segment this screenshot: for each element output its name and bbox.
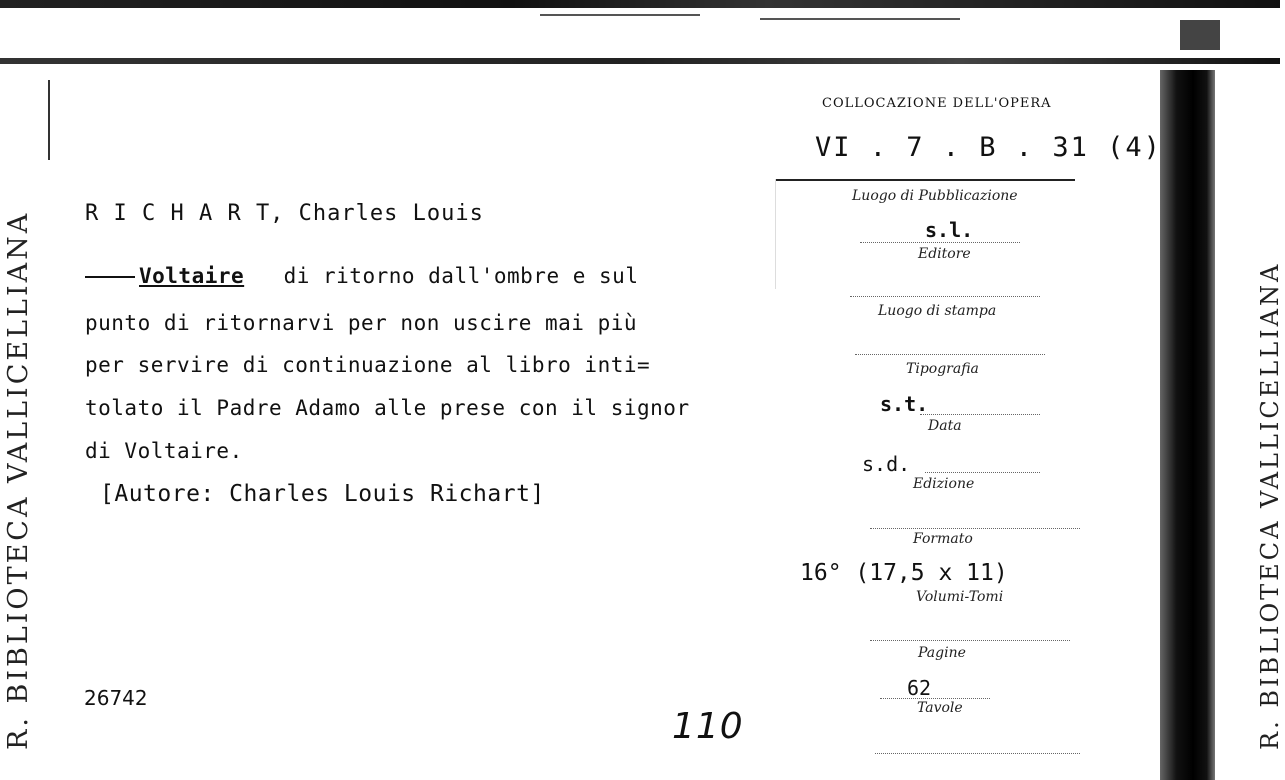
library-stamp-right: R. BIBLIOTECA VALLICELLIANA <box>1256 261 1284 750</box>
field-label-data: Data <box>928 418 962 434</box>
scan-speck <box>540 14 700 16</box>
title-line-1 <box>85 264 638 288</box>
scan-speck <box>1180 20 1220 50</box>
field-label-formato: Formato <box>913 531 973 547</box>
title-line-3: per servire di continuazione al libro inti= <box>85 353 651 377</box>
card-top-edge <box>0 58 1280 64</box>
field-value-data: s.d. <box>862 452 911 476</box>
library-stamp-left: R. BIBLIOTECA VALLICELLIANA <box>3 210 34 750</box>
field-label-luogo-pubblicazione: Luogo di Pubblicazione <box>852 188 1018 204</box>
field-value-tipografia: s.t. <box>880 392 929 416</box>
author-heading: R I C H A R T, Charles Louis <box>85 201 484 226</box>
field-rule <box>860 242 1020 243</box>
author-attribution: [Autore: Charles Louis Richart] <box>100 481 545 507</box>
field-rule <box>875 753 1080 754</box>
top-scan-band <box>0 0 1280 64</box>
field-rule <box>920 414 1040 415</box>
shelfmark: VI . 7 . B . 31 (4) <box>815 132 1162 163</box>
field-rule <box>925 472 1040 473</box>
title-dash <box>85 276 135 278</box>
field-rule <box>880 698 990 699</box>
field-rule <box>870 640 1070 641</box>
title-keyword: Voltaire <box>139 264 245 288</box>
field-label-tavole: Tavole <box>917 700 963 716</box>
scan-speck <box>760 18 960 20</box>
top-scan-edge <box>0 0 1280 8</box>
field-rule <box>855 354 1045 355</box>
field-rule <box>870 528 1080 529</box>
left-margin-rule <box>48 80 50 160</box>
title-line-2: punto di ritornarvi per non uscire mai più <box>85 311 638 335</box>
field-label-pagine: Pagine <box>918 645 966 661</box>
inventory-number: 26742 <box>84 686 148 710</box>
handwritten-number: 110 <box>672 706 744 747</box>
field-frame-top <box>775 179 1075 181</box>
field-label-editore: Editore <box>918 246 971 262</box>
title-text: di ritorno dall'ombre e sul <box>283 264 639 288</box>
title-line-4: tolato il Padre Adamo alle prese con il signor <box>85 396 690 420</box>
field-value-pagine: 62 <box>907 676 932 700</box>
card-edge-shadow <box>1160 70 1215 780</box>
field-label-volumi-tomi: Volumi-Tomi <box>916 589 1004 605</box>
field-value-formato: 16° (17,5 x 11) <box>800 560 1008 586</box>
field-value-luogo-pubblicazione: s.l. <box>925 218 974 242</box>
title-line-5: di Voltaire. <box>85 439 243 463</box>
field-rule <box>850 296 1040 297</box>
collocation-heading: COLLOCAZIONE DELL'OPERA <box>822 96 1052 111</box>
field-label-luogo-stampa: Luogo di stampa <box>878 303 997 319</box>
field-label-edizione: Edizione <box>913 476 975 492</box>
field-frame-side <box>775 179 776 289</box>
field-label-tipografia: Tipografia <box>906 361 979 377</box>
